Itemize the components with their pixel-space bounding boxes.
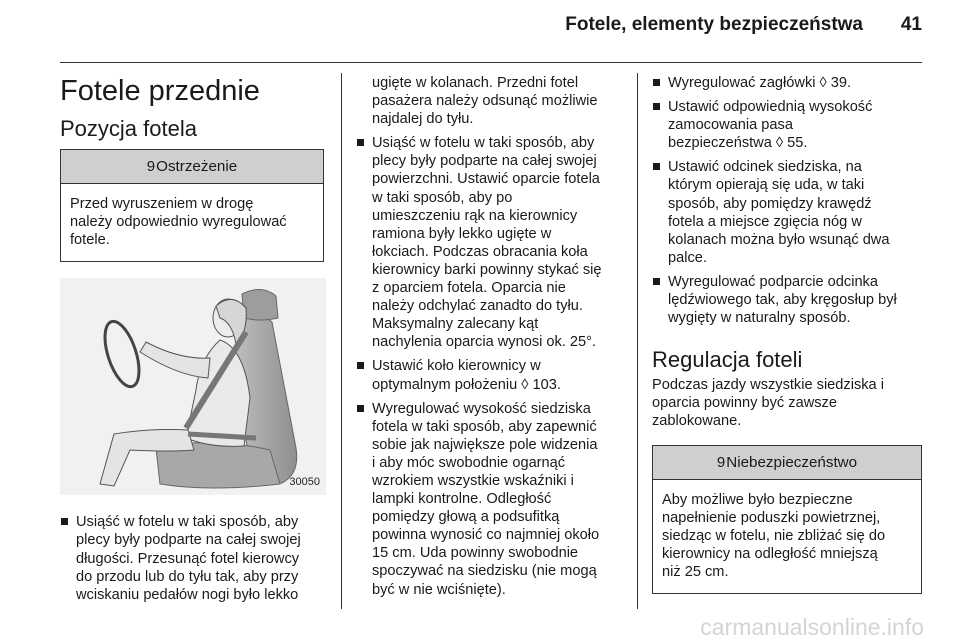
text-line: oparcia powinny być zawsze — [652, 395, 837, 412]
text-line: pomiędzy głową a podsufitką — [372, 509, 560, 526]
text-line: kierownicy barki powinny stykać się — [372, 261, 602, 278]
danger-title: Niebezpieczeństwo — [726, 453, 858, 471]
text-line: fotela a miejsce zgięcia nóg w — [668, 213, 862, 230]
illustration-number: 30050 — [289, 476, 320, 489]
driver-seat-drawing — [60, 278, 326, 495]
text-line: zablokowane. — [652, 413, 742, 430]
text-line: łokciach. Podczas obracania koła — [372, 243, 588, 260]
section-heading: Fotele przednie — [60, 75, 260, 107]
text-line: powierzchni. Ustawić oparcie fotela — [372, 171, 600, 188]
text-line: należy odpowiednio wyregulować — [70, 214, 287, 231]
list-item — [652, 98, 922, 152]
text-line: Wyregulować zagłówki ◊ 39. — [668, 75, 852, 91]
bullet-list — [60, 513, 324, 603]
intro-paragraph — [652, 376, 922, 430]
text-line: plecy były podparte na całej swojej — [372, 153, 597, 170]
column-1 — [60, 74, 324, 610]
text-line: Przed wyruszeniem w drogę — [70, 196, 254, 213]
danger-box-header — [653, 446, 921, 480]
text-line: palce. — [668, 249, 707, 266]
text-line: należy odchylać zanadto do tyłu. — [372, 298, 583, 315]
text-line: Usiąść w fotelu w taki sposób, aby — [76, 514, 299, 531]
text-line: być w nie wciśnięte). — [372, 581, 506, 598]
text-line: Ustawić odpowiednią wysokość — [668, 99, 873, 116]
column-2 — [356, 74, 628, 605]
text-line: Wyregulować wysokość siedziska — [372, 400, 591, 417]
text-line: spoczywać na siedzisku (nie mogą — [372, 563, 597, 580]
text-line: lampki kontrolne. Odległość — [372, 491, 552, 508]
list-item — [60, 513, 324, 603]
list-item — [652, 158, 922, 267]
column-3 — [652, 74, 922, 594]
text-line: niż 25 cm. — [662, 563, 729, 580]
text-line: napełnienie poduszki powietrznej, — [662, 509, 881, 526]
text-line: długości. Przesunąć fotel kierowcy — [76, 550, 300, 567]
running-header-title: Fotele, elementy bezpieczeństwa — [565, 14, 863, 35]
column-divider-1 — [341, 73, 342, 609]
danger-body — [653, 480, 921, 593]
list-item — [356, 400, 628, 599]
warning-body — [61, 184, 323, 261]
text-line: fotela w taki sposób, aby zapewnić — [372, 418, 597, 435]
text-line: Podczas jazdy wszystkie siedziska i — [652, 377, 884, 394]
list-item — [356, 357, 628, 393]
text-line: Aby możliwe było bezpieczne — [662, 491, 853, 508]
text-line: zamocowania pasa — [668, 117, 793, 134]
text-line: Wyregulować podparcie odcinka — [668, 273, 878, 290]
text-line: z oparciem fotela. Oparcia nie — [372, 280, 566, 297]
text-line: najdalej do tyłu. — [372, 111, 474, 128]
text-line: którym opierają się uda, w taki — [668, 177, 865, 194]
column-divider-2 — [637, 73, 638, 609]
text-line: wygięty w naturalny sposób. — [668, 310, 851, 327]
text-line: fotele. — [70, 232, 110, 249]
warning-triangle-icon: 9 — [716, 453, 726, 471]
text-line: bezpieczeństwa ◊ 55. — [668, 135, 808, 152]
bullet-list — [356, 134, 628, 598]
page-number: 41 — [900, 14, 922, 35]
text-line: kierownicy na odległość mniejszą — [662, 545, 878, 562]
continued-text — [356, 74, 628, 128]
bullet-list — [652, 74, 922, 327]
subsection-heading: Regulacja foteli — [652, 347, 803, 373]
watermark: carmanualsonline.info — [700, 614, 924, 640]
text-line: plecy były podparte na całej swojej — [76, 532, 301, 549]
text-line: powinna wynosić co najmniej około — [372, 527, 600, 544]
warning-triangle-icon: 9 — [146, 158, 156, 175]
text-line: Ustawić odcinek siedziska, na — [668, 159, 862, 176]
header-rule — [60, 62, 922, 63]
list-item — [652, 74, 922, 92]
warning-box-header — [61, 150, 323, 184]
text-line: i aby móc swobodnie ogarnąć — [372, 454, 566, 471]
text-line: siedząc w fotelu, nie zbliżać się do — [662, 527, 886, 544]
text-line: kolanach można było wsunąć dwa — [668, 231, 890, 248]
text-line: ugięte w kolanach. Przedni fotel — [372, 75, 579, 91]
text-line: lędźwiowego tak, aby kręgosłup był — [668, 292, 897, 309]
text-line: w taki sposób, aby po — [372, 189, 513, 206]
text-line: wciskaniu pedałów nogi było lekko — [76, 586, 299, 603]
warning-title: Ostrzeżenie — [156, 158, 238, 175]
text-line: sposób, aby pomiędzy krawędź — [668, 195, 872, 212]
subsection-heading: Pozycja fotela — [60, 116, 197, 141]
warning-box — [60, 149, 324, 262]
text-line: sobie jak największe pole widzenia — [372, 436, 598, 453]
seat-position-illustration — [60, 278, 326, 495]
list-item — [652, 273, 922, 327]
list-item — [356, 134, 628, 351]
text-line: optymalnym położeniu ◊ 103. — [372, 376, 561, 393]
text-line: Maksymalny zalecany kąt — [372, 316, 539, 333]
text-line: do przodu lub do tyłu tak, aby przy — [76, 568, 299, 585]
text-line: Usiąść w fotelu w taki sposób, aby — [372, 135, 595, 152]
danger-box — [652, 445, 922, 595]
text-line: ramiona były lekko ugięte w — [372, 225, 552, 242]
text-line: umieszczeniu rąk na kierownicy — [372, 207, 578, 224]
text-line: nachylenia oparcia wynosi ok. 25°. — [372, 334, 597, 351]
text-line: 15 cm. Uda powinny swobodnie — [372, 545, 579, 562]
text-line: wzrokiem wszystkie wskaźniki i — [372, 472, 574, 489]
text-line: pasażera należy odsunąć możliwie — [372, 93, 598, 110]
text-line: Ustawić koło kierownicy w — [372, 358, 541, 375]
